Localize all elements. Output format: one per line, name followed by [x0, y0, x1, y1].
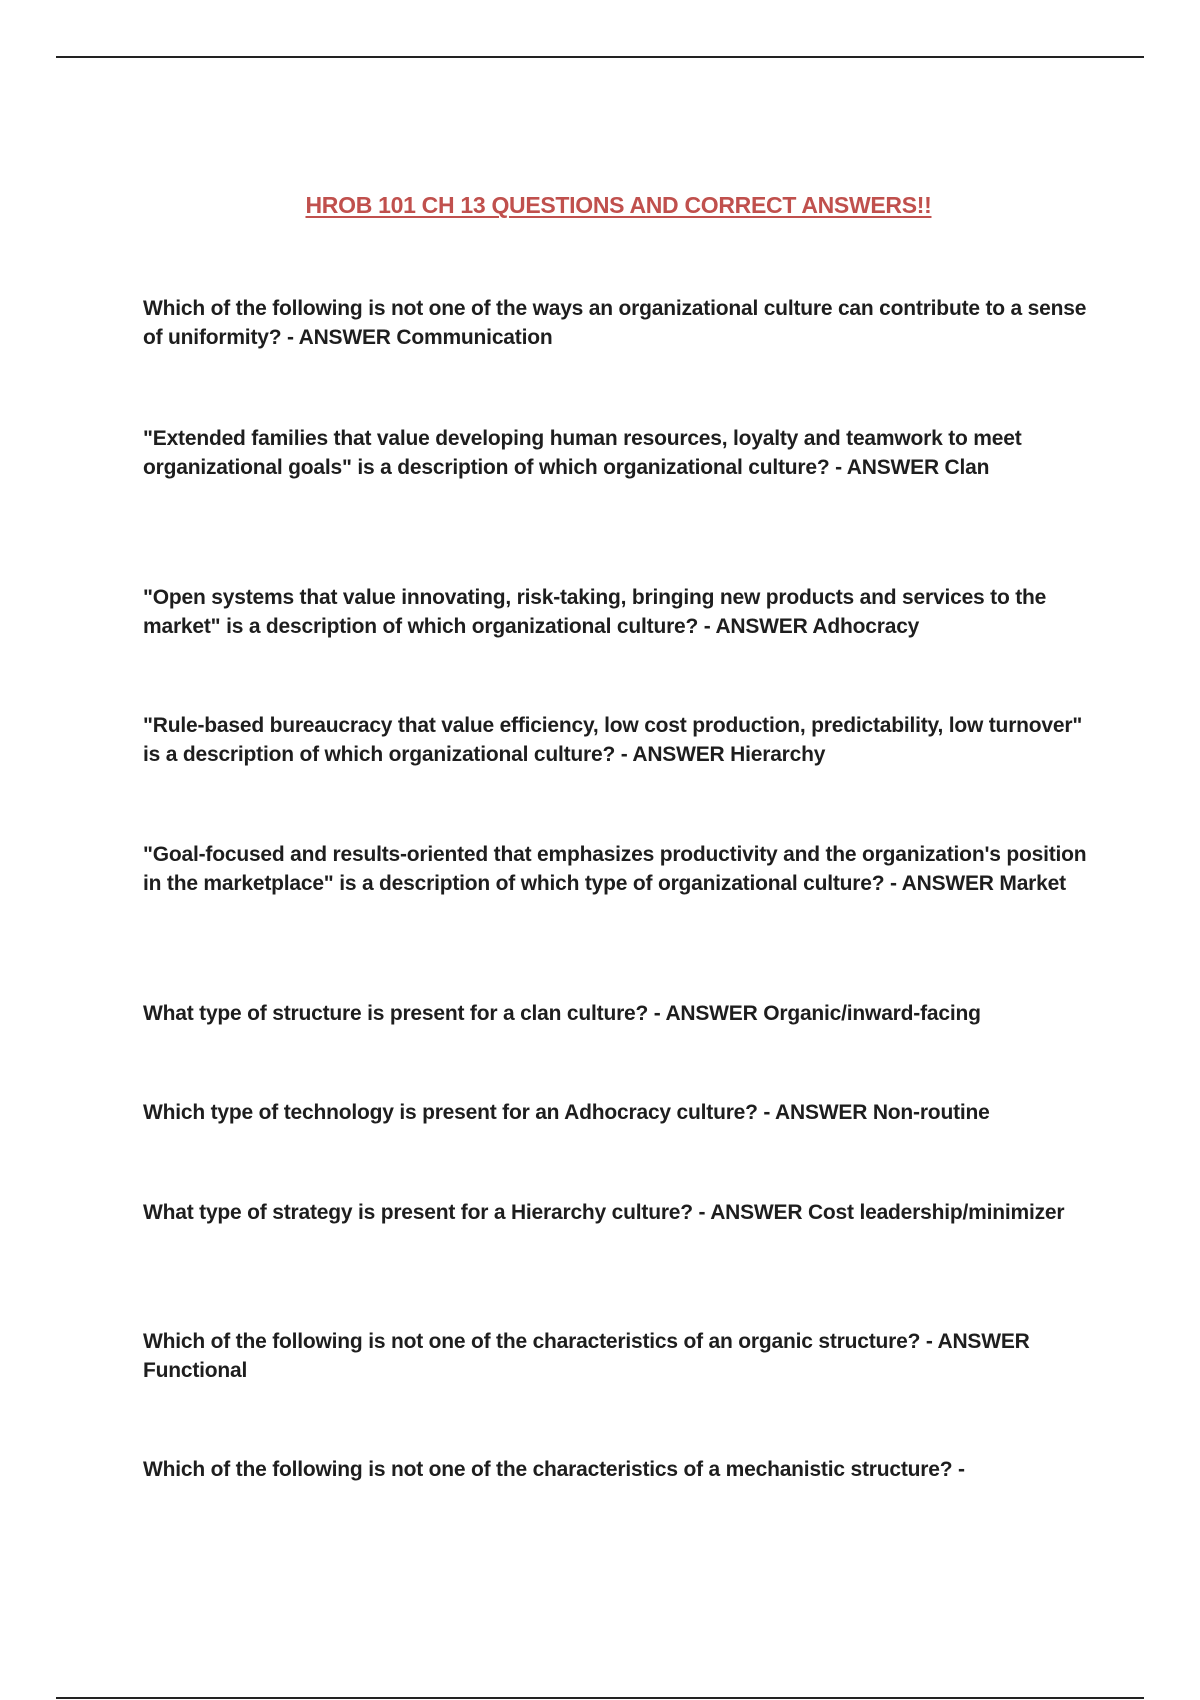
qa-item-4: "Rule-based bureaucracy that value efficiency, low cost production, predictability, low turnover" is a description of which organizational culture? - ANSWER Hierarchy	[143, 714, 1083, 766]
qa-item-10: Which of the following is not one of the characteristics of a mechanistic structure? -	[143, 1458, 965, 1481]
top-rule	[56, 56, 1144, 58]
qa-item-3: "Open systems that value innovating, risk-taking, bringing new products and services to the market" is a description of which organizational culture? - ANSWER Adhocracy	[143, 586, 1047, 638]
qa-item-7: Which type of technology is present for an Adhocracy culture? - ANSWER Non-routine	[143, 1101, 990, 1124]
document-title: HROB 101 CH 13 QUESTIONS AND CORRECT ANSWERS!!	[305, 192, 932, 218]
qa-item-6: What type of structure is present for a clan culture? - ANSWER Organic/inward-facing	[143, 1002, 981, 1025]
qa-item-8: What type of strategy is present for a Hierarchy culture? - ANSWER Cost leadership/minimizer	[143, 1201, 1065, 1224]
bottom-rule	[56, 1697, 1144, 1699]
qa-item-5: "Goal-focused and results-oriented that emphasizes productivity and the organization's position in the marketplace" is a description of which type of organizational culture? - ANSWER Market	[143, 843, 1087, 895]
qa-item-2: "Extended families that value developing human resources, loyalty and teamwork to meet organizational goals" is a description of which organizational culture? - ANSWER Clan	[143, 427, 1022, 479]
qa-item-9: Which of the following is not one of the characteristics of an organic structure? - ANSWER Functional	[143, 1330, 1030, 1382]
qa-item-1: Which of the following is not one of the ways an organizational culture can contribute to a sense of uniformity? - ANSWER Communication	[143, 297, 1087, 349]
